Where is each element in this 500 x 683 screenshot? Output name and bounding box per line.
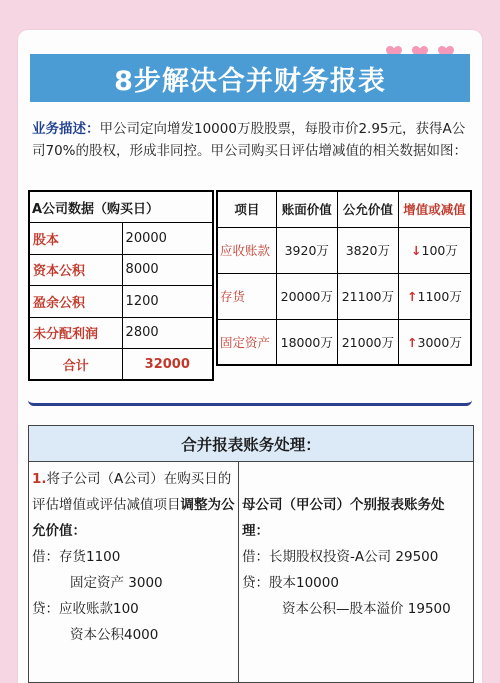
entry-line: 贷：股本10000: [242, 575, 339, 591]
entry-line: 资本公积4000: [70, 627, 159, 643]
section-heading: 合并报表账务处理：: [29, 426, 473, 462]
fair-value: 21000万: [337, 319, 398, 365]
parent-entries: [239, 462, 473, 683]
table-row: [29, 254, 213, 286]
row-key: 资本公积: [29, 254, 122, 286]
fair-value: 3820万: [337, 227, 398, 273]
content-card: [18, 30, 482, 683]
column-header: 增值或减值: [398, 191, 471, 227]
arrow-up-icon: ↑: [407, 334, 418, 350]
entry-line: 固定资产 3000: [70, 575, 163, 591]
change-amount: 100万: [421, 243, 458, 258]
row-value: 1200: [122, 286, 213, 318]
entry-line: 借：存货1100: [32, 549, 121, 565]
table-row: [217, 227, 471, 273]
total-label: 合计: [29, 349, 122, 381]
change-value: [398, 319, 471, 365]
table-row: [29, 223, 213, 255]
entry-line: 贷：应收账款100: [32, 601, 139, 617]
row-value: 2800: [122, 317, 213, 349]
step-number: 1.: [32, 471, 47, 487]
table-row: [29, 317, 213, 349]
arrow-down-icon: ↓: [411, 243, 422, 258]
entry-line: 借：长期股权投资-A公司 29500: [242, 549, 439, 565]
entry-line: 资本公积—股本溢价 19500: [282, 601, 451, 617]
page-title: 8步解决合并财务报表: [30, 54, 470, 102]
row-value: 20000: [122, 223, 213, 255]
data-tables: [28, 190, 472, 400]
item-name: 固定资产: [217, 319, 276, 365]
row-key: 盈余公积: [29, 286, 122, 318]
row-key: 股本: [29, 223, 122, 255]
item-name: 应收账款: [217, 227, 276, 273]
row-value: 8000: [122, 254, 213, 286]
arrow-up-icon: ↑: [407, 289, 418, 304]
table-row: [217, 273, 471, 319]
valuation-table: [216, 190, 472, 366]
table-header: A公司数据（购买日）: [29, 191, 213, 223]
consolidation-section: [28, 425, 474, 683]
book-value: 18000万: [276, 319, 337, 365]
business-description: [32, 118, 472, 162]
subsidiary-adjustment: [29, 462, 239, 683]
change-amount: 1100万: [417, 289, 462, 304]
total-row: [29, 349, 213, 381]
company-a-data-table: [28, 190, 214, 381]
change-value: [398, 227, 471, 273]
intro-bold-text: 调整为公允价值：: [32, 497, 235, 539]
column-header: 项目: [217, 191, 276, 227]
table-row: [217, 319, 471, 365]
table-row: [29, 286, 213, 318]
book-value: 20000万: [276, 273, 337, 319]
change-amount: 3000万: [417, 334, 462, 350]
divider: [28, 400, 472, 406]
fair-value: 21100万: [337, 273, 398, 319]
description-label: 业务描述：: [32, 121, 100, 137]
row-key: 未分配利润: [29, 317, 122, 349]
item-name: 存货: [217, 273, 276, 319]
column-header: 账面价值: [276, 191, 337, 227]
total-value: 32000: [122, 349, 213, 381]
parent-heading: 母公司（甲公司）个别报表账务处理：: [242, 497, 445, 539]
change-value: [398, 273, 471, 319]
step-intro: [32, 466, 235, 544]
intro-text: 将子公司（A公司）在购买日的评估增值或评估减值项目: [32, 471, 232, 513]
description-text: 甲公司定向增发10000万股股票，每股市价2.95元，获得A公司70%的股权，形成非同控。甲公司购买日评估增减值的相关数据如图：: [32, 121, 468, 159]
column-header: 公允价值: [337, 191, 398, 227]
book-value: 3920万: [276, 227, 337, 273]
